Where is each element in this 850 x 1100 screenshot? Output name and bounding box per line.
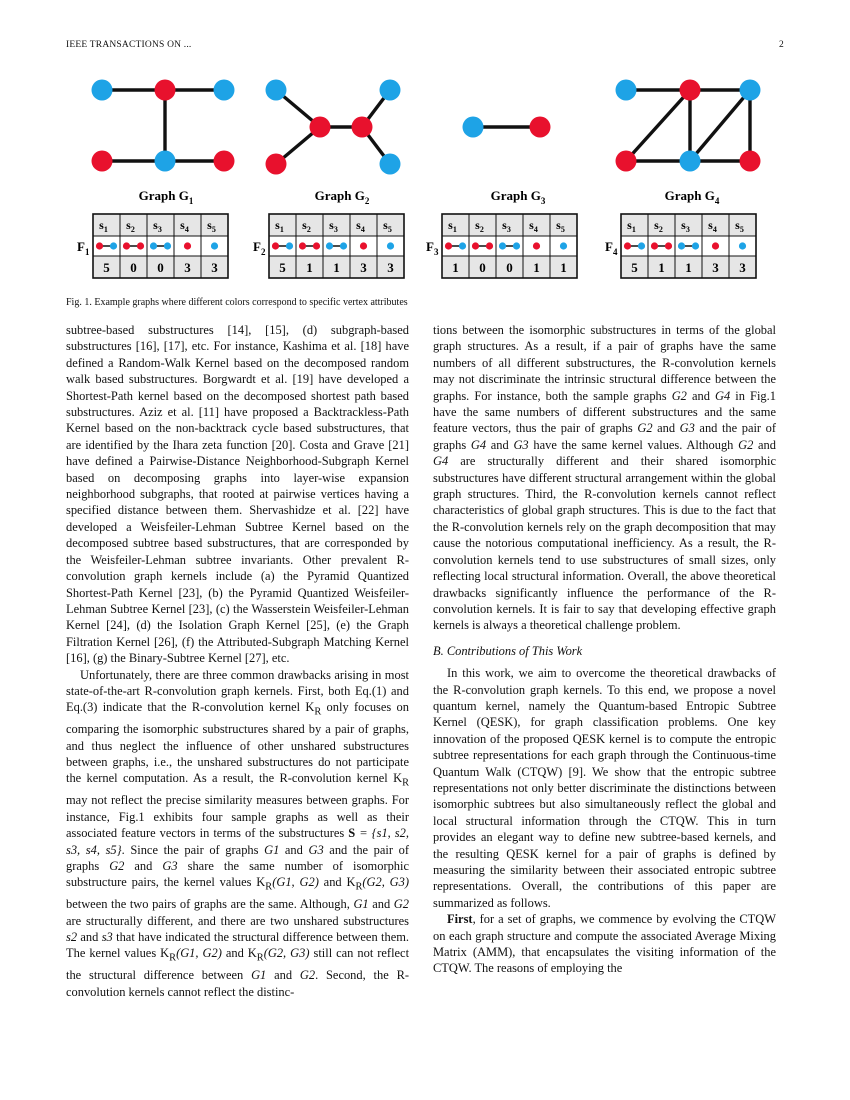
substructure-count: 0 xyxy=(479,260,486,275)
substructure-header: $s_4$ xyxy=(529,218,538,234)
substructure-count: 1 xyxy=(452,260,459,275)
graph-4-vertex-red xyxy=(616,151,637,172)
figure-1 xyxy=(66,72,784,288)
substructure-header: $s_5$ xyxy=(383,218,392,234)
feature-row-label: $F_4$ xyxy=(605,239,618,257)
paragraph-third-drawback: tions between the isomorphic substructures in terms of the global graph structures. As a result, if a pair of graphs have the same numbers of all different substructures, the R-convolution kernels may not discriminate the intrinsic structural difference between the graphs. For instance, both the sample graphs G2 and G4 in Fig.1 have the same numbers of different substructures and the same feature vectors, thus the pair of graphs G2 and G3 and the pair of graphs G4 and G3 have the same kernel values. Although G2 and G4 are structurally different and their shared isomorphic substructures have different structural arrangement within the global graph structures. Third, the R-convolution kernels cannot reflect characteristics of global graph structures. This is due to the fact that the R-convolution kernels rely on the graph decomposition that may cause the notorious computational inefficiency. As a result, the R-convolution kernels tend to use substructures of small sizes, only reflecting local structural information. Overall, the above theoretical drawbacks significantly influence the performance of the R-convolution kernels. It is fair to say that developing effective graph kernels is always a theoretical challenge problem. xyxy=(433,323,776,633)
paragraph-related-work: subtree-based substructures [14], [15], (d) subgraph-based substructures [16], [17], etc. For instance, Kashima et al. [18] have defined a Random-Walk Kernel based on the decomposed random walk based substructures. Borgwardt et al. [19] have developed a Shortest-Path kernel based on the decomposed shortest path based substructures. Aziz et al. [11] have proposed a Backtrackless-Path Kernel based on the non-backtrack cycle based substructures, that are identified by the Ihara zeta function [20]. Costa and Grave [21] have defined a Pairwise-Distance Neighborhood-Subgraph Kernel based on decomposing graphs into layer-wise expansion neighborhood subgraphs, that rooted at pairwise vertices having a specified distance between them. Shervashidze et al. [22] have developed a Weisfeiler-Lehman Subtree Kernel based on the decomposed subtree based substructures, that are corresponded by the Weisfeiler-Lehman subtree invariants. Other prevalent R-convolution graph kernels include (a) the Pyramid Quantized Shortest-Path Kernel [23], (b) the Pyramid Quantized Weisfeiler-Lehman Subtree Kernel [23], (c) the Wasserstein Weisfeiler-Lehman Kernel [24], (d) the Isolation Graph Kernel [25], (e) the Graph Filtration Kernel [26], (f) the Attributed-Subgraph Matching Kernel [16], (g) the Binary-Subtree Kernel [27], etc. xyxy=(66,323,409,666)
right-column xyxy=(433,322,776,977)
substructure-header: $s_2$ xyxy=(475,218,484,234)
substructure-count: 1 xyxy=(685,260,692,275)
graph-4-vertex-red xyxy=(680,80,701,101)
substructure-count: 0 xyxy=(157,260,164,275)
substructure-count: 1 xyxy=(333,260,340,275)
paragraph-contributions: In this work, we aim to overcome the theoretical drawbacks of the R-convolution graph kernels. To this end, we propose a novel quantum kernel, namely the Quantum-based Entropic Subtree Kernel (QESK), for graph classification problems. One key innovation of the proposed QESK kernel is to compute the entropic subtree representations for each graph through the Continuous-time Quantum Walk (CTQW) [9]. We show that the entropic subtree representations not only better discriminate the distinctions between isomorphic subtrees but also simultaneously reflect the global and local structural information through the CTQW. This in turn provides an elegant way to define new subtree-based kernels, and the resulting QESK kernel for a pair of graphs is defined by measuring the similarity between their associated entropic subtree representations. Overall, the contributions of this paper are summarized as follows. xyxy=(433,666,776,910)
graph-2-vertex-blue xyxy=(380,154,401,175)
substructure-header: $s_3$ xyxy=(681,218,690,234)
graph-label: Graph $G_1$ xyxy=(138,188,194,206)
substructure-header: $s_3$ xyxy=(502,218,511,234)
left-column xyxy=(66,322,409,1000)
graph-1-vertex-blue xyxy=(214,80,235,101)
paragraph-drawbacks: Unfortunately, there are three common drawbacks arising in most state-of-the-art R-convolution graph kernels. First, both Eq.(1) and Eq.(3) indicate that the R-convolution kernel $K_R$ only focuses on comparing the isomorphic substructures shared by a pair of graphs, and thus neglect the influence of other unshared substructures between graphs, i.e., the unshared substructures do not participate the kernel computation. As a result, the R-convolution kernel $K_R$ may not reflect the precise similarity measures between graphs. For instance, Fig.1 exhibits four sample graphs as well as their associated feature vectors in terms of the substructures S = {s1, s2, s3, s4, s5}. Since the pair of graphs G1 and G3 and the pair of graphs G2 and G3 share the same number of isomorphic substructure pairs, the kernel values $K_R(G1$, G2) and $K_R(G2$, G3) between the two pairs of graphs are the same. Although, G1 and G2 are structurally different, and there are two unshared substructures s2 and s3 that have indicated the structural difference between them. The kernel values $K_R(G1$, G2) and $K_R(G2$, G3) still can not reflect the structural difference between G1 and G2. Second, the R-convolution kernels cannot reflect the distinc- xyxy=(66,667,410,999)
graph-2-vertex-red xyxy=(352,117,373,138)
substructure-header: $s_1$ xyxy=(627,218,636,234)
graph-2-vertex-red xyxy=(310,117,331,138)
graph-4-edge xyxy=(690,90,750,161)
graph-4-vertex-red xyxy=(740,151,761,172)
substructure-header: $s_4$ xyxy=(708,218,717,234)
graph-4-edge xyxy=(626,90,690,161)
substructure-header: $s_2$ xyxy=(302,218,311,234)
substructure-header: $s_1$ xyxy=(99,218,108,234)
feature-table-1 xyxy=(77,214,228,278)
graph-label: Graph $G_2$ xyxy=(314,188,370,206)
graph-labels xyxy=(139,188,720,206)
paragraph-first-contribution: First, for a set of graphs, we commence by evolving the CTQW on each graph structure and compute the associated Average Mixing Matrix (AMM), that encapsulates the visiting information of the CTQW. The reasons of employing the xyxy=(433,912,776,976)
running-header: IEEE TRANSACTIONS ON ... xyxy=(66,40,192,50)
graph-3-vertex-blue xyxy=(463,117,484,138)
subsection-heading: B. Contributions of This Work xyxy=(433,643,583,658)
figure-caption: Fig. 1. Example graphs where different colors correspond to specific vertex attributes xyxy=(66,297,408,308)
substructure-count: 3 xyxy=(739,260,746,275)
feature-table-4 xyxy=(605,214,756,278)
substructure-header: $s_3$ xyxy=(329,218,338,234)
substructure-header: $s_1$ xyxy=(448,218,457,234)
feature-row-label: $F_1$ xyxy=(77,239,90,257)
graph-1-vertex-blue xyxy=(92,80,113,101)
substructure-count: 1 xyxy=(306,260,313,275)
substructure-count: 5 xyxy=(631,260,638,275)
graph-2-vertex-blue xyxy=(380,80,401,101)
feature-row-label: $F_3$ xyxy=(426,239,439,257)
graph-1-vertex-red xyxy=(214,151,235,172)
feature-row-label: $F_2$ xyxy=(253,239,266,257)
feature-table-3 xyxy=(426,214,577,278)
substructure-header: $s_1$ xyxy=(275,218,284,234)
graphs-layer xyxy=(92,80,761,175)
substructure-header: $s_4$ xyxy=(180,218,189,234)
graph-1-vertex-red xyxy=(92,151,113,172)
graph-1-vertex-red xyxy=(155,80,176,101)
substructure-header: $s_2$ xyxy=(654,218,663,234)
graph-label: Graph $G_4$ xyxy=(664,188,720,206)
graph-3-vertex-red xyxy=(530,117,551,138)
substructure-count: 3 xyxy=(387,260,394,275)
substructure-count: 1 xyxy=(658,260,665,275)
substructure-count: 3 xyxy=(712,260,719,275)
page-number: 2 xyxy=(779,40,784,50)
graph-4-vertex-blue xyxy=(616,80,637,101)
substructure-header: $s_5$ xyxy=(735,218,744,234)
substructure-header: $s_5$ xyxy=(207,218,216,234)
substructure-count: 5 xyxy=(279,260,286,275)
graph-2-vertex-red xyxy=(266,154,287,175)
feature-tables xyxy=(77,214,756,278)
substructure-count: 0 xyxy=(506,260,513,275)
graph-4-vertex-blue xyxy=(680,151,701,172)
substructure-count: 3 xyxy=(211,260,218,275)
graph-2-vertex-blue xyxy=(266,80,287,101)
substructure-header: $s_2$ xyxy=(126,218,135,234)
substructure-count: 0 xyxy=(130,260,137,275)
substructure-header: $s_5$ xyxy=(556,218,565,234)
substructure-count: 3 xyxy=(184,260,191,275)
substructure-header: $s_3$ xyxy=(153,218,162,234)
graph-4-vertex-blue xyxy=(740,80,761,101)
feature-table-2 xyxy=(253,214,404,278)
substructure-count: 5 xyxy=(103,260,110,275)
graph-label: Graph $G_3$ xyxy=(490,188,546,206)
substructure-header: $s_4$ xyxy=(356,218,365,234)
graph-1-vertex-blue xyxy=(155,151,176,172)
substructure-count: 1 xyxy=(533,260,540,275)
substructure-count: 1 xyxy=(560,260,567,275)
substructure-count: 3 xyxy=(360,260,367,275)
